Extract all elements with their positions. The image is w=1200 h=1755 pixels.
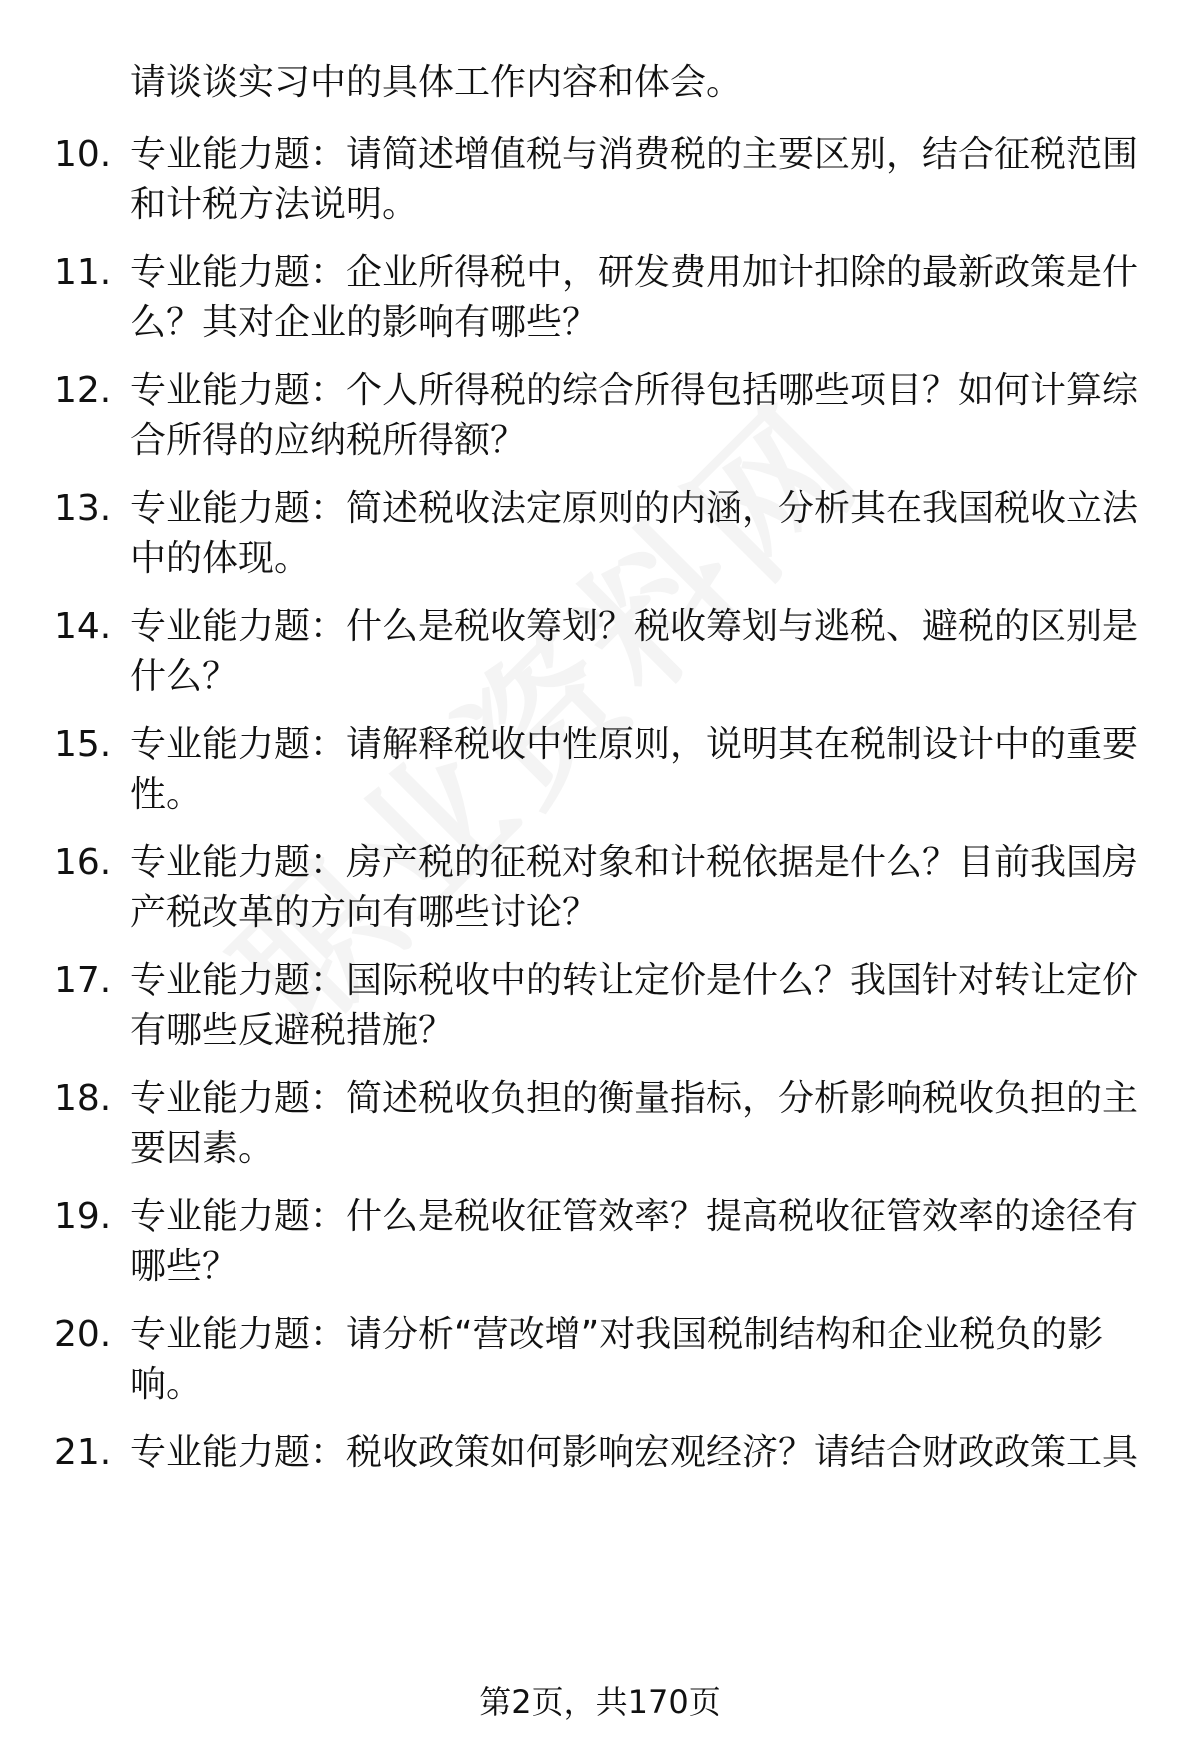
question-number: 13.: [54, 488, 112, 529]
question-text-line1: 专业能力题：个人所得税的综合所得包括哪些项目？如何计算综: [130, 370, 1139, 411]
question-text-line2: 和计税方法说明。: [130, 184, 419, 225]
question-text-line1: 专业能力题：什么是税收征管效率？提高税收征管效率的途径有: [130, 1196, 1139, 1237]
question-text-line1: 专业能力题：企业所得税中，研发费用加计扣除的最新政策是什: [130, 252, 1139, 293]
question-item: [0, 130, 1200, 230]
question-item: [0, 838, 1200, 938]
continuation-text: 请谈谈实习中的具体工作内容和体会。: [130, 62, 743, 103]
question-item: [0, 1310, 1200, 1410]
question-text-line2: 哪些？: [130, 1246, 239, 1287]
question-item: [0, 484, 1200, 584]
question-text-line2: 合所得的应纳税所得额？: [130, 420, 527, 461]
question-item: [0, 1192, 1200, 1292]
question-item: [0, 720, 1200, 820]
question-text-line2: 中的体现。: [130, 538, 311, 579]
question-text-line1: 专业能力题：请简述增值税与消费税的主要区别，结合征税范围: [130, 134, 1139, 175]
question-number: 10.: [54, 134, 112, 175]
question-text-line2: 什么？: [130, 656, 239, 697]
question-text-line1: 专业能力题：税收政策如何影响宏观经济？请结合财政政策工具: [130, 1432, 1139, 1473]
question-text-line1: 专业能力题：请解释税收中性原则，说明其在税制设计中的重要: [130, 724, 1139, 765]
question-number: 16.: [54, 842, 112, 883]
question-number: 21.: [54, 1432, 112, 1473]
question-text-line1: 专业能力题：什么是税收筹划？税收筹划与逃税、避税的区别是: [130, 606, 1139, 647]
question-text-line2: 要因素。: [130, 1128, 275, 1169]
question-item: [0, 1074, 1200, 1174]
question-number: 20.: [54, 1314, 112, 1355]
question-text-line2: 产税改革的方向有哪些讨论？: [130, 892, 599, 933]
question-text-line1: 专业能力题：简述税收负担的衡量指标，分析影响税收负担的主: [130, 1078, 1139, 1119]
page-footer: 第2页，共170页: [479, 1683, 721, 1721]
question-number: 14.: [54, 606, 112, 647]
question-number: 12.: [54, 370, 112, 411]
question-item: [0, 1428, 1200, 1528]
question-text-line2: 有哪些反避税措施？: [130, 1010, 455, 1051]
question-number: 19.: [54, 1196, 112, 1237]
question-item: [0, 602, 1200, 702]
question-text-line2: 性。: [130, 774, 203, 815]
question-text-line1: 专业能力题：国际税收中的转让定价是什么？我国针对转让定价: [130, 960, 1139, 1001]
question-text-line1: 专业能力题：简述税收法定原则的内涵，分析其在我国税收立法: [130, 488, 1139, 529]
question-number: 11.: [54, 252, 112, 293]
question-text-line1: 专业能力题：请分析“营改增”对我国税制结构和企业税负的影: [130, 1314, 1104, 1355]
question-number: 17.: [54, 960, 112, 1001]
question-item: [0, 248, 1200, 348]
question-text-line2: 响。: [130, 1364, 203, 1405]
question-item: [0, 366, 1200, 466]
question-text-line2: 么？其对企业的影响有哪些？: [130, 302, 599, 343]
question-item: [0, 956, 1200, 1056]
question-text-line1: 专业能力题：房产税的征税对象和计税依据是什么？目前我国房: [130, 842, 1139, 883]
question-number: 18.: [54, 1078, 112, 1119]
question-number: 15.: [54, 724, 112, 765]
